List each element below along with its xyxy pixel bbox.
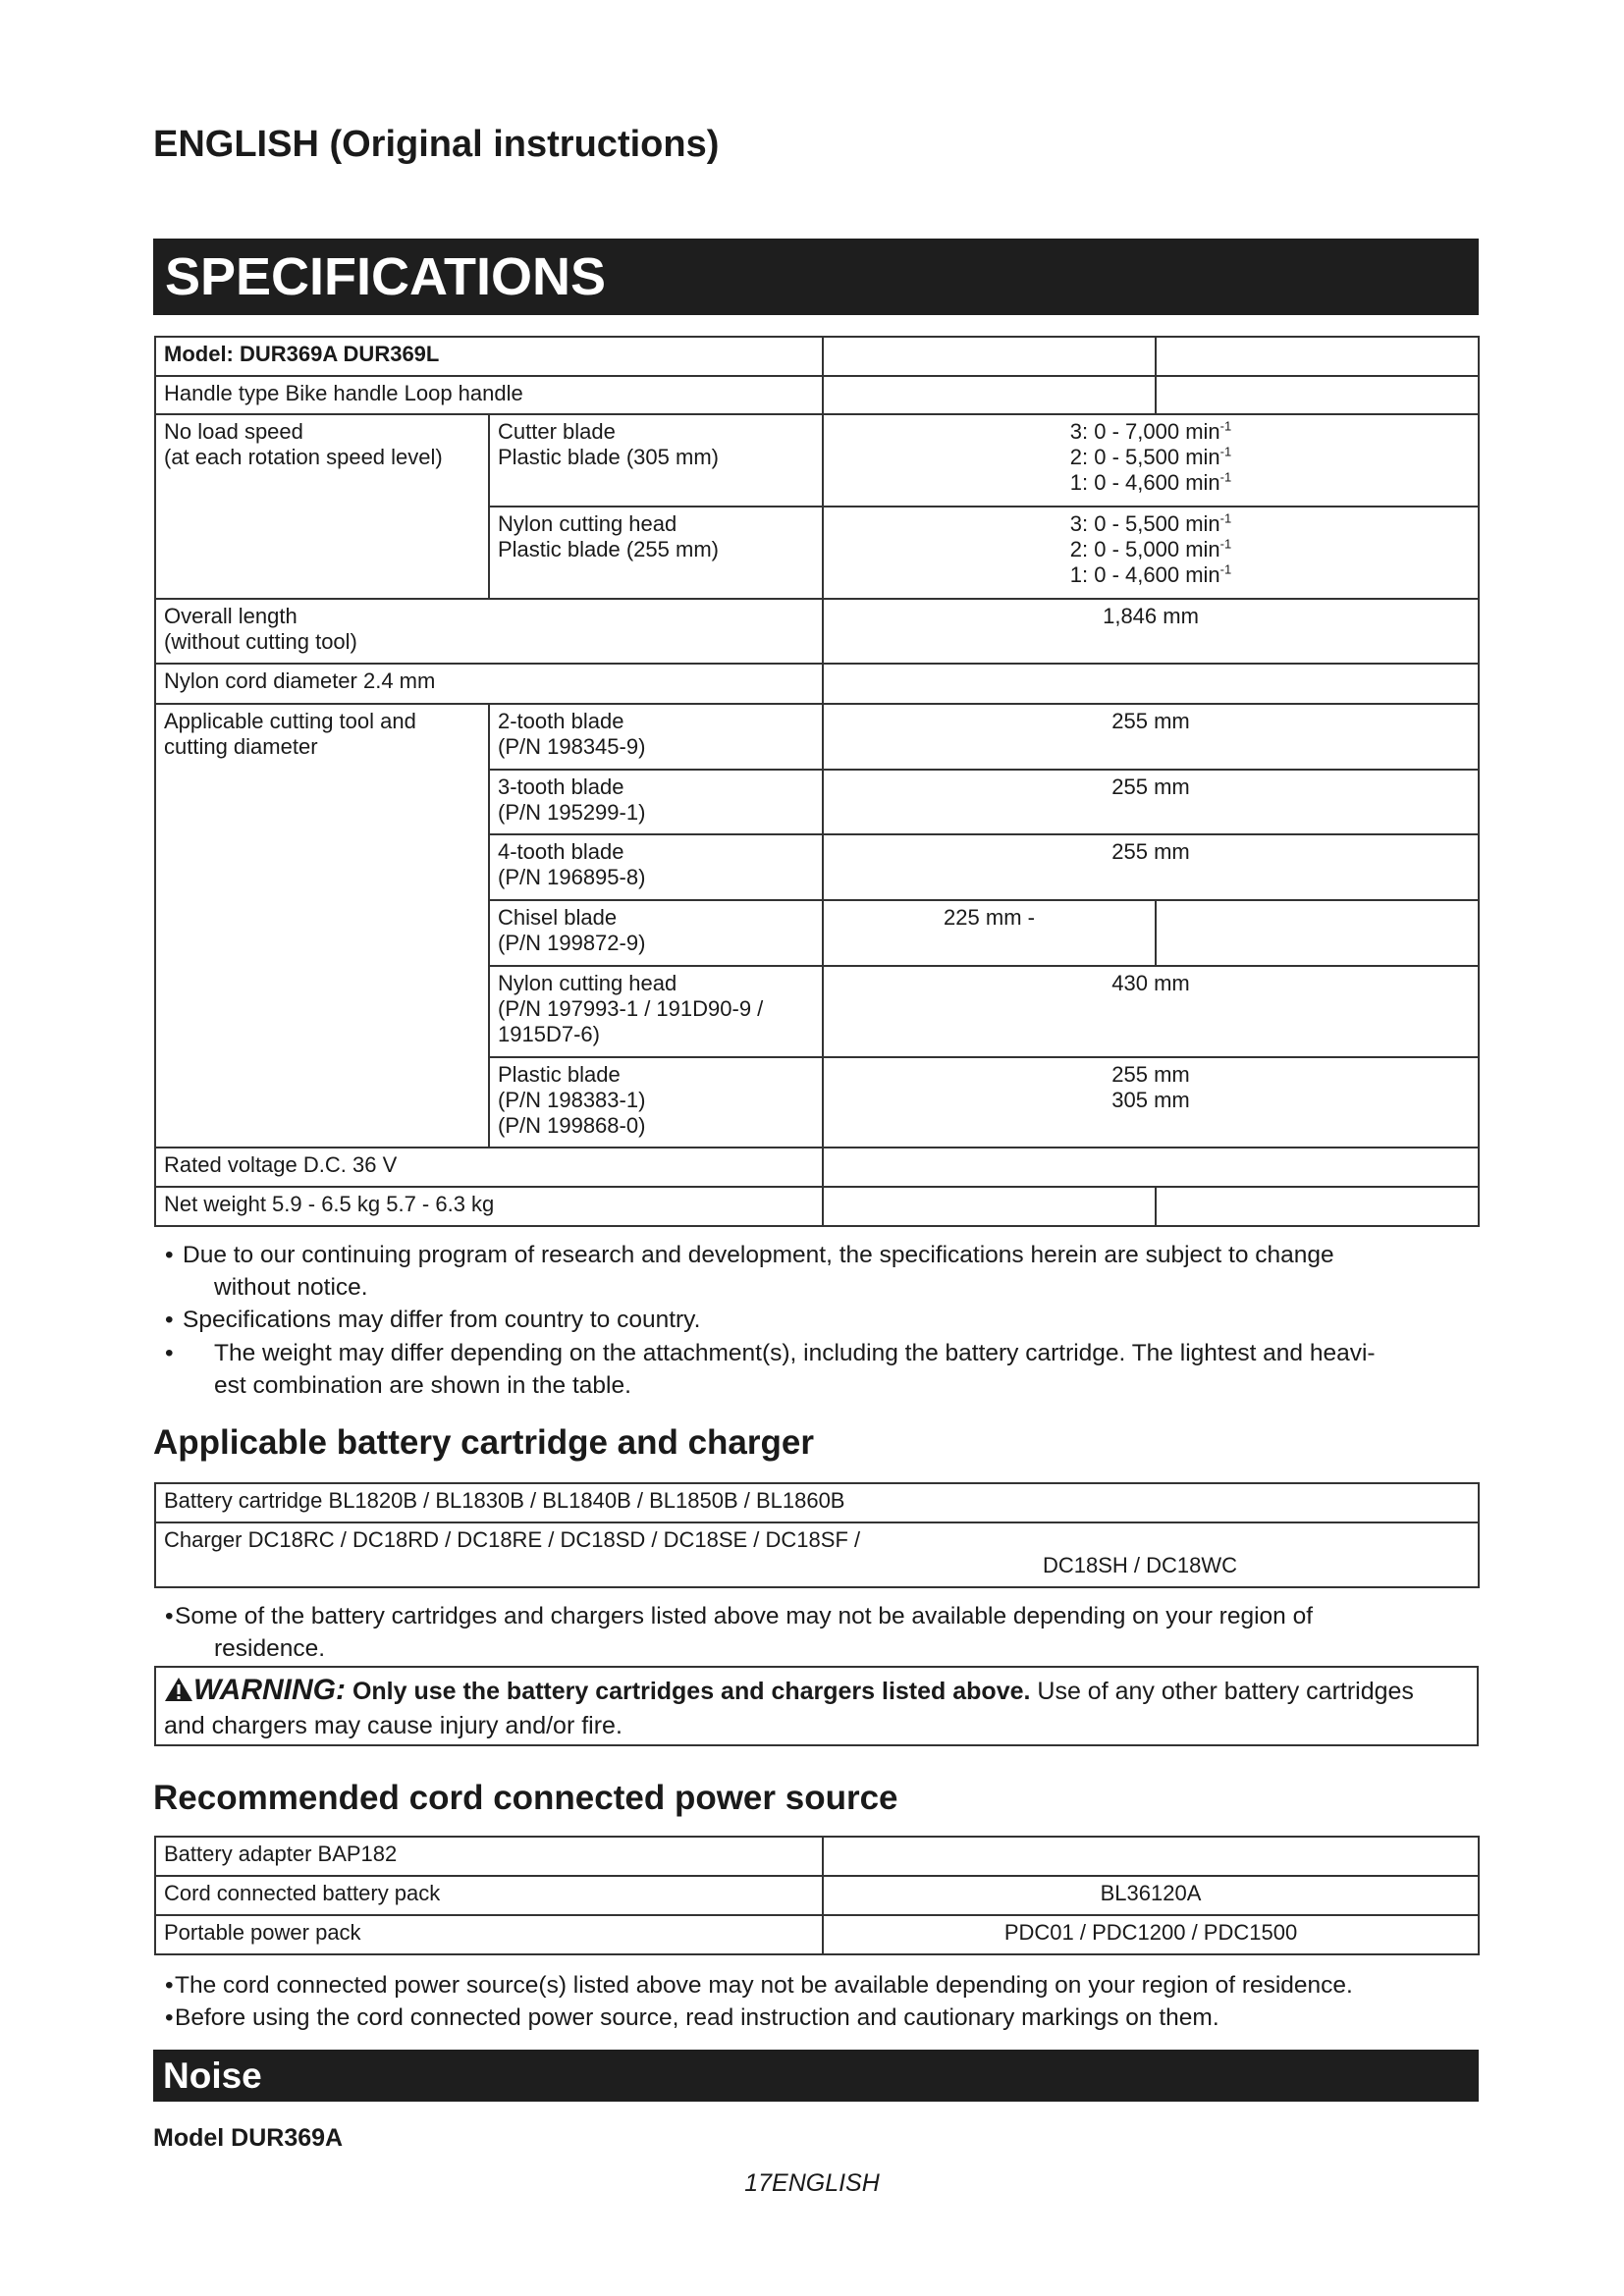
table-row [155,414,1479,507]
battery-section-title: Applicable battery cartridge and charger [153,1423,814,1462]
table-row [155,376,1479,414]
handle-type-cell: Handle type Bike handle Loop handle [155,376,823,414]
cutter-tool-cell: Cutter blade Plastic blade (305 mm) [489,414,823,507]
power-value-cell: PDC01 / PDC1200 / PDC1500 [823,1915,1479,1954]
table-row [155,704,1479,770]
note-item: • The weight may differ depending on the attachment(s), including the battery cartridge. The lightest and heavi- est combination are shown in the table. [165,1340,1376,1399]
overall-length-value: 1,846 mm [823,599,1479,664]
power-source-table [154,1836,1480,1955]
cutter-speeds-cell: 3: 0 - 7,000 $\min^{-1}$ 2: 0 - 5,500 $\min^{-1}$ 1: 0 - 4,600 $\min^{-1}$ [823,414,1479,507]
warning-box [154,1666,1479,1746]
battery-cartridge-cell: Battery cartridge BL1820B / BL1830B / BL1840B / BL1850B / BL1860B [155,1483,1479,1522]
table-row [155,1876,1479,1915]
table-row [155,664,1479,704]
nylon-cord-cell: Nylon cord diameter 2.4 mm [155,664,823,704]
tool-name-cell: Nylon cutting head (P/N 197993-1 / 191D90-9 / 1915D7-6) [489,966,823,1057]
note-item: • The cord connected power source(s) listed above may not be available depending on your region of residence. [165,1972,1353,1999]
warning-triangle-icon [164,1677,193,1710]
noise-title: Noise [153,2050,1479,2102]
note-item: • Due to our continuing program of research and development, the specifications herein are subject to change without notice. [165,1242,1334,1301]
note-item: • Specifications may differ from country to country. [165,1307,701,1333]
rated-voltage-cell: Rated voltage D.C. 36 V [155,1148,823,1187]
warning-text-cont: and chargers may cause injury and/or fire. [164,1712,623,1739]
applicable-tool-label: Applicable cutting tool and cutting diameter [155,704,489,1148]
tool-name-cell: 2-tooth blade (P/N 198345-9) [489,704,823,770]
battery-table [154,1482,1480,1588]
table-row [155,1148,1479,1187]
tool-name-cell: Chisel blade (P/N 199872-9) [489,900,823,966]
table-row [155,337,1479,376]
tool-diameter-cell: 255 mm [823,770,1479,834]
specifications-title: SPECIFICATIONS [153,239,1479,315]
table-row [155,1837,1479,1876]
specifications-table [154,336,1480,1227]
no-load-speed-label: No load speed (at each rotation speed level) [155,414,489,599]
power-label-cell: Cord connected battery pack [155,1876,823,1915]
power-section-title: Recommended cord connected power source [153,1779,898,1817]
page-footer: 17ENGLISH [744,2169,880,2197]
warning-text: Use of any other battery cartridges [1037,1678,1414,1705]
tool-name-cell: 3-tooth blade (P/N 195299-1) [489,770,823,834]
tool-diameter-cell: 255 mm [823,704,1479,770]
warning-bold-text: Only use the battery cartridges and chargers listed above. [352,1678,1031,1705]
tool-diameter-cell: 255 mm [823,834,1479,900]
overall-length-label: Overall length (without cutting tool) [155,599,823,664]
warning-label: WARNING: [193,1674,346,1706]
nylon-speeds-cell: 3: 0 - 5,500 $\min^{-1}$ 2: 0 - 5,000 $\min^{-1}$ 1: 0 - 4,600 $\min^{-1}$ [823,507,1479,599]
tool-diameter-cell: 255 mm 305 mm [823,1057,1479,1148]
charger-cell: Charger DC18RC / DC18RD / DC18RE / DC18SD / DC18SE / DC18SF / DC18SH / DC18WC [155,1522,1479,1587]
note-item: • Some of the battery cartridges and chargers listed above may not be available depending on your region of residence. [165,1603,1314,1662]
net-weight-cell: Net weight 5.9 - 6.5 kg 5.7 - 6.3 kg [155,1187,823,1226]
power-value-cell: BL36120A [823,1876,1479,1915]
power-value-cell [823,1837,1479,1876]
table-row [155,1522,1479,1587]
table-row [155,1483,1479,1522]
noise-model: Model DUR369A [153,2124,344,2152]
tool-diameter-cell: 225 mm - [823,900,1156,966]
power-label-cell: Portable power pack [155,1915,823,1954]
power-label-cell: Battery adapter BAP182 [155,1837,823,1876]
note-item: • Before using the cord connected power source, read instruction and cautionary markings on them. [165,2004,1219,2031]
tool-name-cell: 4-tooth blade (P/N 196895-8) [489,834,823,900]
tool-diameter-cell: 430 mm [823,966,1479,1057]
language-header: ENGLISH (Original instructions) [153,124,720,165]
table-row [155,599,1479,664]
tool-name-cell: Plastic blade (P/N 198383-1) (P/N 199868-0) [489,1057,823,1148]
table-row [155,1915,1479,1954]
nylon-tool-cell: Nylon cutting head Plastic blade (255 mm) [489,507,823,599]
table-row [155,1187,1479,1226]
model-cell: Model: DUR369A DUR369L [155,337,823,376]
